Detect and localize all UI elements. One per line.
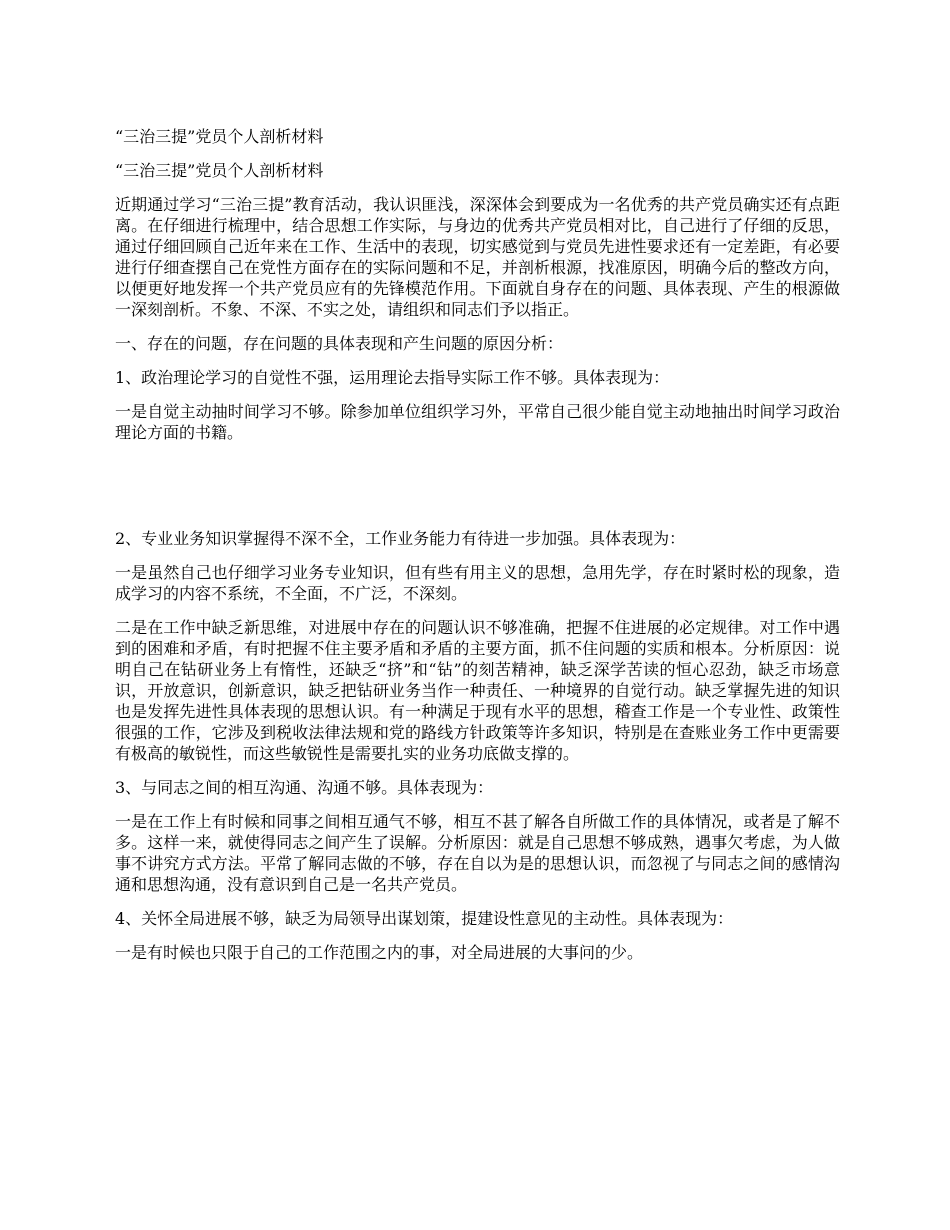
paragraph-item-4-point-1: 一是有时候也只限于自己的工作范围之内的事，对全局进展的大事问的少。 [115, 943, 644, 962]
paragraph-item-2-point-2: 二是在工作中缺乏新思维，对进展中存在的问题认识不够准确，把握不住进展的必定规律。对工作中遇到的困难和矛盾，有时把握不住主要矛盾和矛盾的主要方面，抓不住问题的实质和根本。分析原因：说明自己在钻研业务上有惰性，还缺乏“挤”和“钻”的刻苦精神，缺乏深学苦读的恒心忍劲，缺乏市场意识，开放意识，创新意识，缺乏把钻研业务当作一种责任、一种境界的自觉行动。缺乏掌握先进的知识也是发挥先进性具体表现的思想认识。有一种满足于现有水平的思想，稽查工作是一个专业性、政策性很强的工作，它涉及到税收法律法规和党的路线方针政策等许多知识，特别是在查账业务工作中更需要有极高的敏锐性，而这些敏锐性是需要扎实的业务功底做支撑的。 [115, 618, 840, 763]
paragraph-item-2-point-1: 一是虽然自己也仔细学习业务专业知识，但有些有用主义的思想，急用先学，存在时紧时松的现象，造成学习的内容不系统，不全面，不广泛，不深刻。 [115, 563, 840, 603]
page-gap [115, 456, 840, 528]
paragraph-intro: 近期通过学习“三治三提”教育活动，我认识匪浅，深深体会到要成为一名优秀的共产党员确实还有点距离。在仔细进行梳理中，结合思想工作实际，与身边的优秀共产党员相对比，自己进行了仔细的反思，通过仔细回顾自己近年来在工作、生活中的表现，切实感觉到与党员先进性要求还有一定差距，有必要进行仔细查摆自己在党性方面存在的实际问题和不足，并剖析根源，找准原因，明确今后的整改方向，以便更好地发挥一个共产党员应有的先锋模范作用。下面就自身存在的问题、具体表现、产生的根源做一深刻剖析。不象、不深、不实之处，请组织和同志们予以指正。 [115, 195, 840, 319]
item-heading-1: 1、政治理论学习的自觉性不强，运用理论去指导实际工作不够。具体表现为： [115, 368, 670, 387]
paragraph-item-1-point-1: 一是自觉主动抽时间学习不够。除参加单位组织学习外，平常自己很少能自觉主动地抽出时间学习政治理论方面的书籍。 [115, 402, 840, 442]
item-heading-2: 2、专业业务知识掌握得不深不全，工作业务能力有待进一步加强。具体表现为： [115, 529, 686, 548]
paragraph-item-3-point-1: 一是在工作上有时候和同事之间相互通气不够，相互不甚了解各自所做工作的具体情况，或者是了解不多。这样一来，就使得同志之间产生了误解。分析原因：就是自己思想不够成熟，遇事欠考虑，为人做事不讲究方式方法。平常了解同志做的不够，存在自以为是的思想认识，而忽视了与同志之间的感情沟通和思想沟通，没有意识到自己是一名共产党员。 [115, 812, 840, 894]
document-body [115, 126, 840, 976]
section-heading-1: 一、存在的问题，存在问题的具体表现和产生问题的原因分析： [115, 334, 564, 353]
document-title: “三治三提”党员个人剖析材料 [115, 161, 324, 180]
item-heading-4: 4、关怀全局进展不够，缺乏为局领导出谋划策，提建设性意见的主动性。具体表现为： [115, 909, 734, 928]
item-heading-3: 3、与同志之间的相互沟通、沟通不够。具体表现为： [115, 778, 494, 797]
document-header-title: “三治三提”党员个人剖析材料 [115, 127, 324, 146]
